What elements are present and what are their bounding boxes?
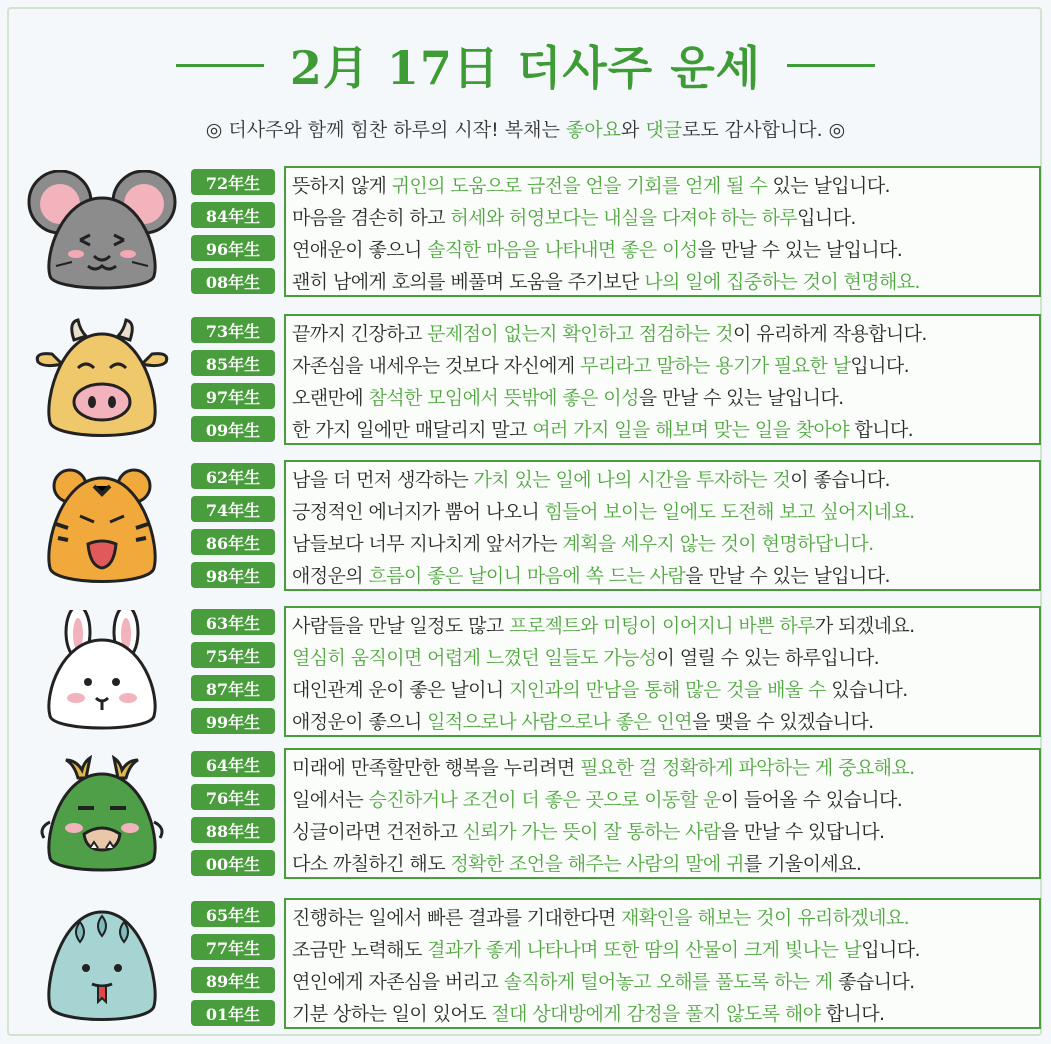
fortune-line: 애정운이 좋으니 일적으로나 사람으로나 좋은 인연을 맺을 수 있겠습니다. xyxy=(292,711,874,733)
fortune-box xyxy=(284,898,1041,1029)
fortune-line: 자존심을 내세우는 것보다 자신에게 무리라고 말하는 용기가 필요한 날입니다. xyxy=(292,355,910,377)
year-badge: 99年生 xyxy=(191,708,275,734)
year-badge: 00年生 xyxy=(191,850,275,876)
year-badge: 62年生 xyxy=(191,463,275,489)
fortune-line: 괜히 남에게 호의를 베풀며 도움을 주기보단 나의 일에 집중하는 것이 현명해요. xyxy=(292,271,920,293)
year-badge: 77年生 xyxy=(191,934,275,960)
birth-years xyxy=(191,751,275,883)
fortune-line: 싱글이라면 건전하고 신뢰가 가는 뜻이 잘 통하는 사람을 만날 수 있답니다. xyxy=(292,821,885,843)
fortune-group-rat xyxy=(0,166,1051,300)
fortune-group-tiger xyxy=(0,460,1051,594)
year-badge: 09年生 xyxy=(191,416,275,442)
header xyxy=(0,30,1051,100)
fortune-line: 오랜만에 참석한 모임에서 뜻밖에 좋은 이성을 만날 수 있는 날입니다. xyxy=(292,387,844,409)
fortune-group-dragon xyxy=(0,748,1051,882)
year-badge: 01年生 xyxy=(191,1000,275,1026)
fortune-line: 연인에게 자존심을 버리고 솔직하게 털어놓고 오해를 풀도록 하는 게 좋습니다. xyxy=(292,971,915,993)
birth-years xyxy=(191,317,275,449)
fortune-line: 조금만 노력해도 결과가 좋게 나타나며 또한 땀의 산물이 크게 빛나는 날입니다. xyxy=(292,939,920,961)
year-badge: 76年生 xyxy=(191,784,275,810)
year-badge: 98年生 xyxy=(191,562,275,588)
birth-years xyxy=(191,463,275,595)
tiger-icon xyxy=(22,464,182,590)
snake-icon xyxy=(22,902,182,1028)
year-badge: 88年生 xyxy=(191,817,275,843)
fortune-line: 사람들을 만날 일정도 많고 프로젝트와 미팅이 이어지니 바쁜 하루가 되겠네요. xyxy=(292,615,915,637)
subtitle-lead: ◎ 더사주와 함께 힘찬 하루의 시작! 복채는 xyxy=(205,119,566,141)
subtitle-mid: 와 xyxy=(620,119,646,141)
fortune-box xyxy=(284,166,1041,297)
birth-years xyxy=(191,169,275,301)
fortune-line: 끝까지 긴장하고 문제점이 없는지 확인하고 점검하는 것이 유리하게 작용합니다. xyxy=(292,323,927,345)
ox-icon xyxy=(22,318,182,444)
fortune-line: 마음을 겸손히 하고 허세와 허영보다는 내실을 다져야 하는 하루입니다. xyxy=(292,207,856,229)
subtitle-like: 좋아요 xyxy=(565,119,621,141)
year-badge: 85年生 xyxy=(191,350,275,376)
fortune-line: 대인관계 운이 좋은 날이니 지인과의 만남을 통해 많은 것을 배울 수 있습니다. xyxy=(292,679,908,701)
fortune-line: 뜻하지 않게 귀인의 도움으로 금전을 얻을 기회를 얻게 될 수 있는 날입니다. xyxy=(292,175,890,197)
title-divider-right xyxy=(787,64,875,67)
fortune-box xyxy=(284,606,1041,737)
year-badge: 73年生 xyxy=(191,317,275,343)
dragon-icon xyxy=(22,752,182,878)
rabbit-icon xyxy=(22,610,182,736)
fortune-line: 애정운의 흐름이 좋은 날이니 마음에 쏙 드는 사람을 만날 수 있는 날입니다. xyxy=(292,565,890,587)
fortune-line: 미래에 만족할만한 행복을 누리려면 필요한 걸 정확하게 파악하는 게 중요해요. xyxy=(292,757,915,779)
year-badge: 72年生 xyxy=(191,169,275,195)
year-badge: 89年生 xyxy=(191,967,275,993)
birth-years xyxy=(191,609,275,741)
year-badge: 87年生 xyxy=(191,675,275,701)
year-badge: 63年生 xyxy=(191,609,275,635)
page-title: 2月 17日 더사주 운세 xyxy=(289,41,762,95)
fortune-box xyxy=(284,748,1041,879)
year-badge: 65年生 xyxy=(191,901,275,927)
birth-years xyxy=(191,901,275,1033)
fortune-line: 연애운이 좋으니 솔직한 마음을 나타내면 좋은 이성을 만날 수 있는 날입니다. xyxy=(292,239,903,261)
year-badge: 86年生 xyxy=(191,529,275,555)
fortune-line: 기분 상하는 일이 있어도 절대 상대방에게 감정을 풀지 않도록 해야 합니다. xyxy=(292,1003,885,1025)
fortune-line: 한 가지 일에만 매달리지 말고 여러 가지 일을 해보며 맞는 일을 찾아야 합니다. xyxy=(292,419,914,441)
year-badge: 64年生 xyxy=(191,751,275,777)
year-badge: 97年生 xyxy=(191,383,275,409)
fortune-group-rabbit xyxy=(0,606,1051,740)
rat-icon xyxy=(22,170,182,296)
fortune-box xyxy=(284,314,1041,445)
fortune-line: 다소 까칠하긴 해도 정확한 조언을 해주는 사람의 말에 귀를 기울이세요. xyxy=(292,853,862,875)
fortune-line: 긍정적인 에너지가 뿜어 나오니 힘들어 보이는 일에도 도전해 보고 싶어지네요. xyxy=(292,501,915,523)
fortune-line: 일에서는 승진하거나 조건이 더 좋은 곳으로 이동할 운이 들어올 수 있습니다. xyxy=(292,789,903,811)
fortune-line: 진행하는 일에서 빠른 결과를 기대한다면 재확인을 해보는 것이 유리하겠네요. xyxy=(292,907,910,929)
subtitle-comment: 댓글 xyxy=(645,119,683,141)
year-badge: 84年生 xyxy=(191,202,275,228)
fortune-group-ox xyxy=(0,314,1051,448)
year-badge: 96年生 xyxy=(191,235,275,261)
fortune-line: 남을 더 먼저 생각하는 가치 있는 일에 나의 시간을 투자하는 것이 좋습니다. xyxy=(292,469,890,491)
year-badge: 74年生 xyxy=(191,496,275,522)
subtitle-tail: 로도 감사합니다. ◎ xyxy=(682,119,846,141)
fortune-box xyxy=(284,460,1041,591)
fortune-line: 열심히 움직이면 어렵게 느꼈던 일들도 가능성이 열릴 수 있는 하루입니다. xyxy=(292,647,880,669)
title-divider-left xyxy=(176,64,264,67)
year-badge: 75年生 xyxy=(191,642,275,668)
fortune-line: 남들보다 너무 지나치게 앞서가는 계획을 세우지 않는 것이 현명하답니다. xyxy=(292,533,874,555)
fortune-group-snake xyxy=(0,898,1051,1032)
subtitle xyxy=(0,115,1051,142)
year-badge: 08年生 xyxy=(191,268,275,294)
